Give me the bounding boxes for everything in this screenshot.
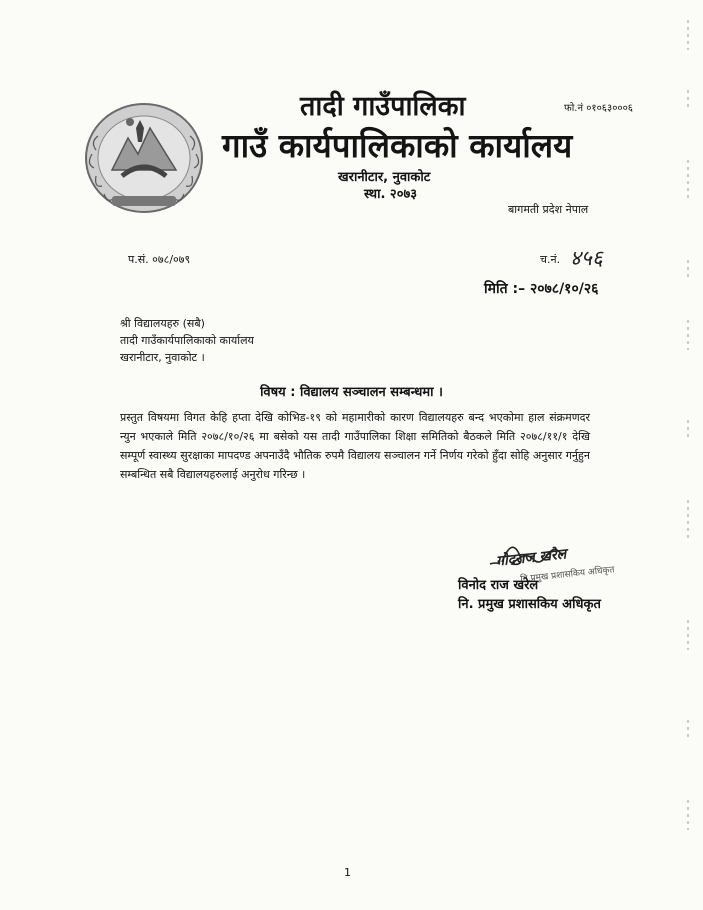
- office-title: गाउँ कार्यपालिकाको कार्यालय: [222, 126, 573, 165]
- letter-body: प्रस्तुत विषयमा विगत केहि हप्ता देखि कोभिड-१९ को महामारीको कारण विद्यालयहरु बन्द भएकोमा हाल संक्रमणदर न्युन भएकाले मिति २०७८/१०/२६ मा बसेको यस तादी गाउँपालिका शिक्षा समितिको बैठकले मिति २०७८/११/१ देखि सम्पूर्ण स्वास्थ्य सुरक्षाका मापदण्ड अपनाउँदै भौतिक रुपमै विद्यालय सञ्चालन गर्ने निर्णय गरेको हुँदा सोहि अनुसार गर्नुहुन सम्बन्धित सबै विद्यालयहरुलाई अनुरोध गरिन्छ ।: [120, 411, 590, 481]
- signature-stamp-title: नि.प्रमुख प्रशासकिय अधिकृत: [519, 565, 616, 585]
- recipient-line-3: खरानीटार, नुवाकोट ।: [120, 351, 205, 364]
- reference-number: प.सं. ०७८/०७९: [128, 253, 191, 266]
- signatory-name: विनोद राज खरेल: [458, 578, 539, 593]
- signatory-title: नि. प्रमुख प्रशासकिय अधिकृत: [458, 597, 601, 612]
- dispatch-number: ४५६: [570, 246, 603, 270]
- recipient-line-2: तादी गाउँकार्यपालिकाको कार्यालय: [120, 334, 254, 347]
- letter-subject: विषय : विद्यालय सञ्चालन सम्बन्धमा ।: [260, 385, 443, 400]
- recipient-line-1: श्री विद्यालयहरु (सबै): [120, 317, 205, 330]
- page-number: 1: [344, 866, 351, 879]
- dispatch-label: च.नं.: [540, 253, 561, 266]
- province-name: बागमती प्रदेश नेपाल: [508, 203, 589, 216]
- scan-edge-marks: [683, 0, 693, 910]
- office-address: खरानीटार, नुवाकोट: [338, 170, 431, 185]
- signature-stamp-name: गोदराज खरेल: [495, 546, 567, 570]
- phone-number: फो.नं ०१०६३०००६: [564, 103, 634, 114]
- letter-date: मिति :– २०७८/१०/२६: [484, 281, 599, 297]
- government-emblem-icon: [82, 98, 206, 216]
- municipality-title: तादी गाउँपालिका: [300, 91, 466, 122]
- established-year: स्था. २०७३: [364, 187, 417, 202]
